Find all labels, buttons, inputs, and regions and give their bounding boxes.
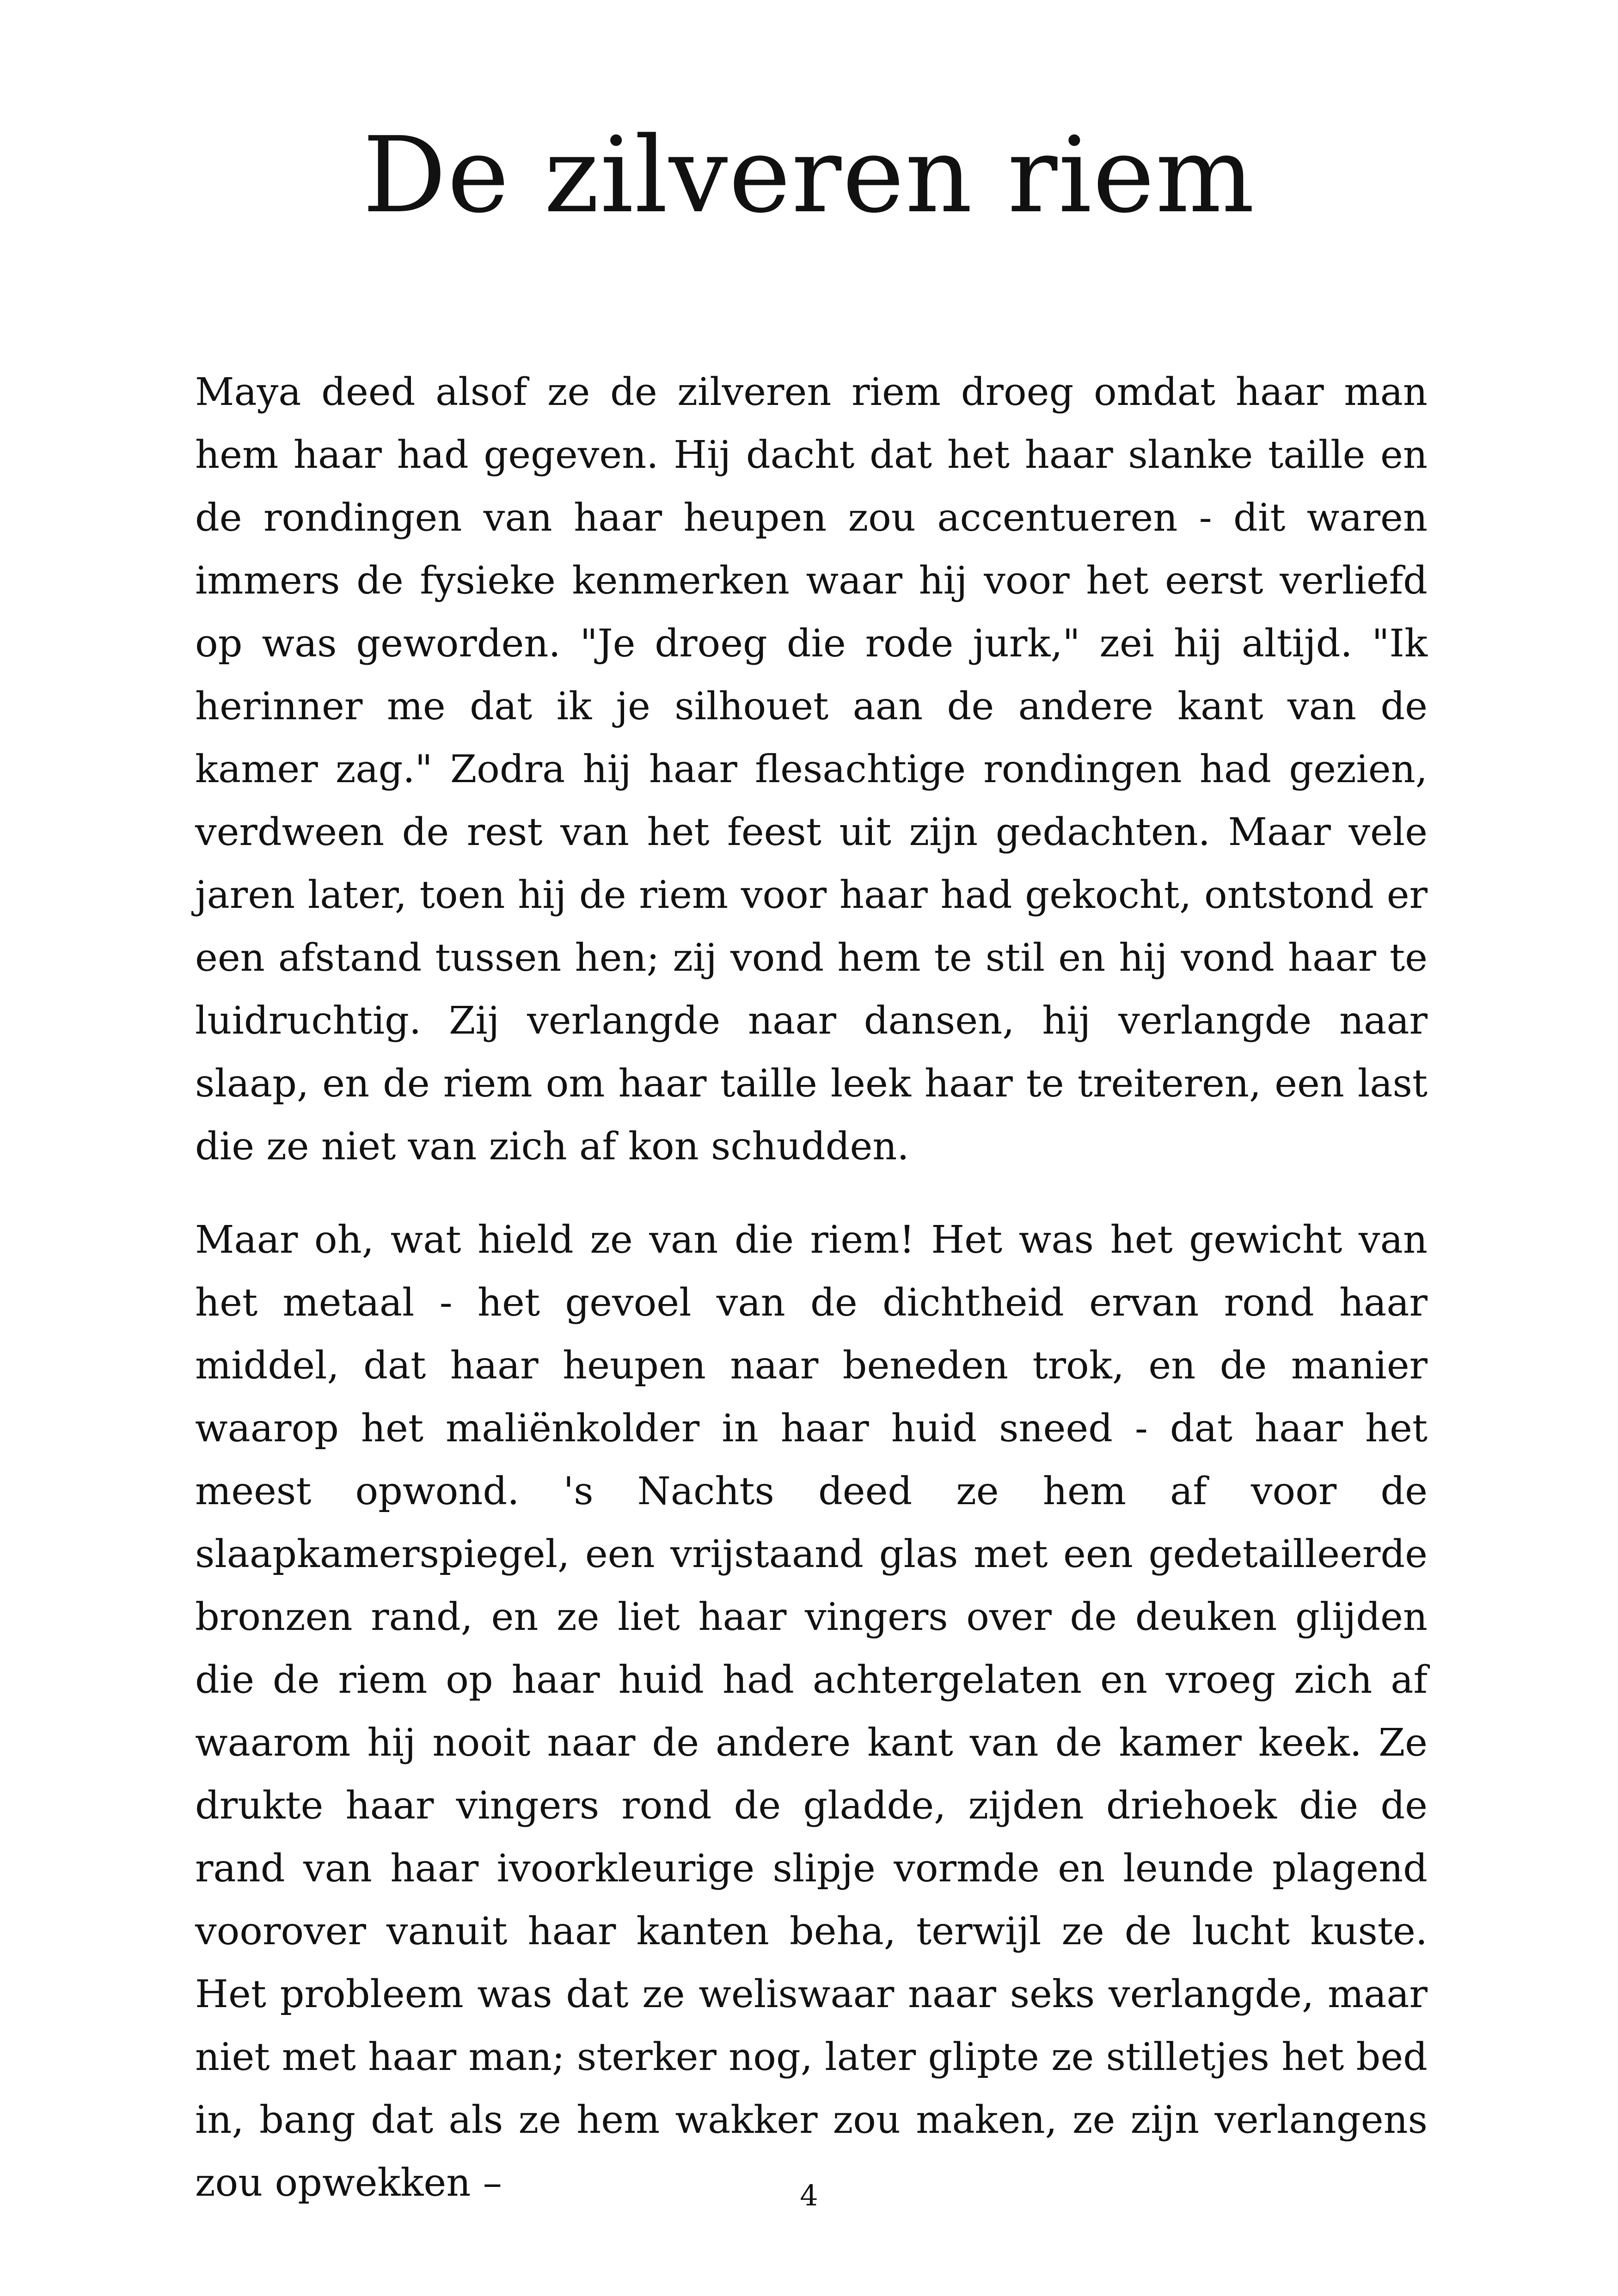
paragraph-1: Maya deed alsof ze de zilveren riem droeg omdat haar man hem haar had gegeven. Hij dacht dat het haar slanke taille en de rondingen van haar heupen zou accentueren - dit waren immers de fysieke kenmerken waar hij voor het eerst verliefd op was geworden. "Je droeg die rode jurk," zei hij altijd. "Ik herinner me dat ik je silhouet aan de andere kant van de kamer zag." Zodra hij haar flesachtige rondingen had gezien, verdween de rest van het feest uit zijn gedachten. Maar vele jaren later, toen hij de riem voor haar had gekocht, ontstond er een afstand tussen hen; zij vond hem te stil en hij vond haar te luidruchtig. Zij verlangde naar dansen, hij verlangde naar slaap, en de riem om haar taille leek haar te treiteren, een last die ze niet van zich af kon schudden. xyxy=(195,370,1428,1169)
page-title: De zilveren riem xyxy=(362,115,1256,236)
page-number: 4 xyxy=(800,2179,818,2212)
paragraph-2: Maar oh, wat hield ze van die riem! Het was het gewicht van het metaal - het gevoel van de dichtheid ervan rond haar middel, dat haar heupen naar beneden trok, en de manier waarop het maliënkolder in haar huid sneed - dat haar het meest opwond. 's Nachts deed ze hem af voor de slaapkamerspiegel, een vrijstaand glas met een gedetailleerde bronzen rand, en ze liet haar vingers over de deuken glijden die de riem op haar huid had achtergelaten en vroeg zich af waarom hij nooit naar de andere kant van de kamer keek. Ze drukte haar vingers rond de gladde, zijden driehoek die de rand van haar ivoorkleurige slipje vormde en leunde plagend voorover vanuit haar kanten beha, terwijl ze de lucht kuste. Het probleem was dat ze weliswaar naar seks verlangde, maar niet met haar man; sterker nog, later glipte ze stilletjes het bed in, bang dat als ze hem wakker zou maken, ze zijn verlangens zou opwekken – xyxy=(195,1218,1428,2205)
body-text xyxy=(195,361,1428,2245)
